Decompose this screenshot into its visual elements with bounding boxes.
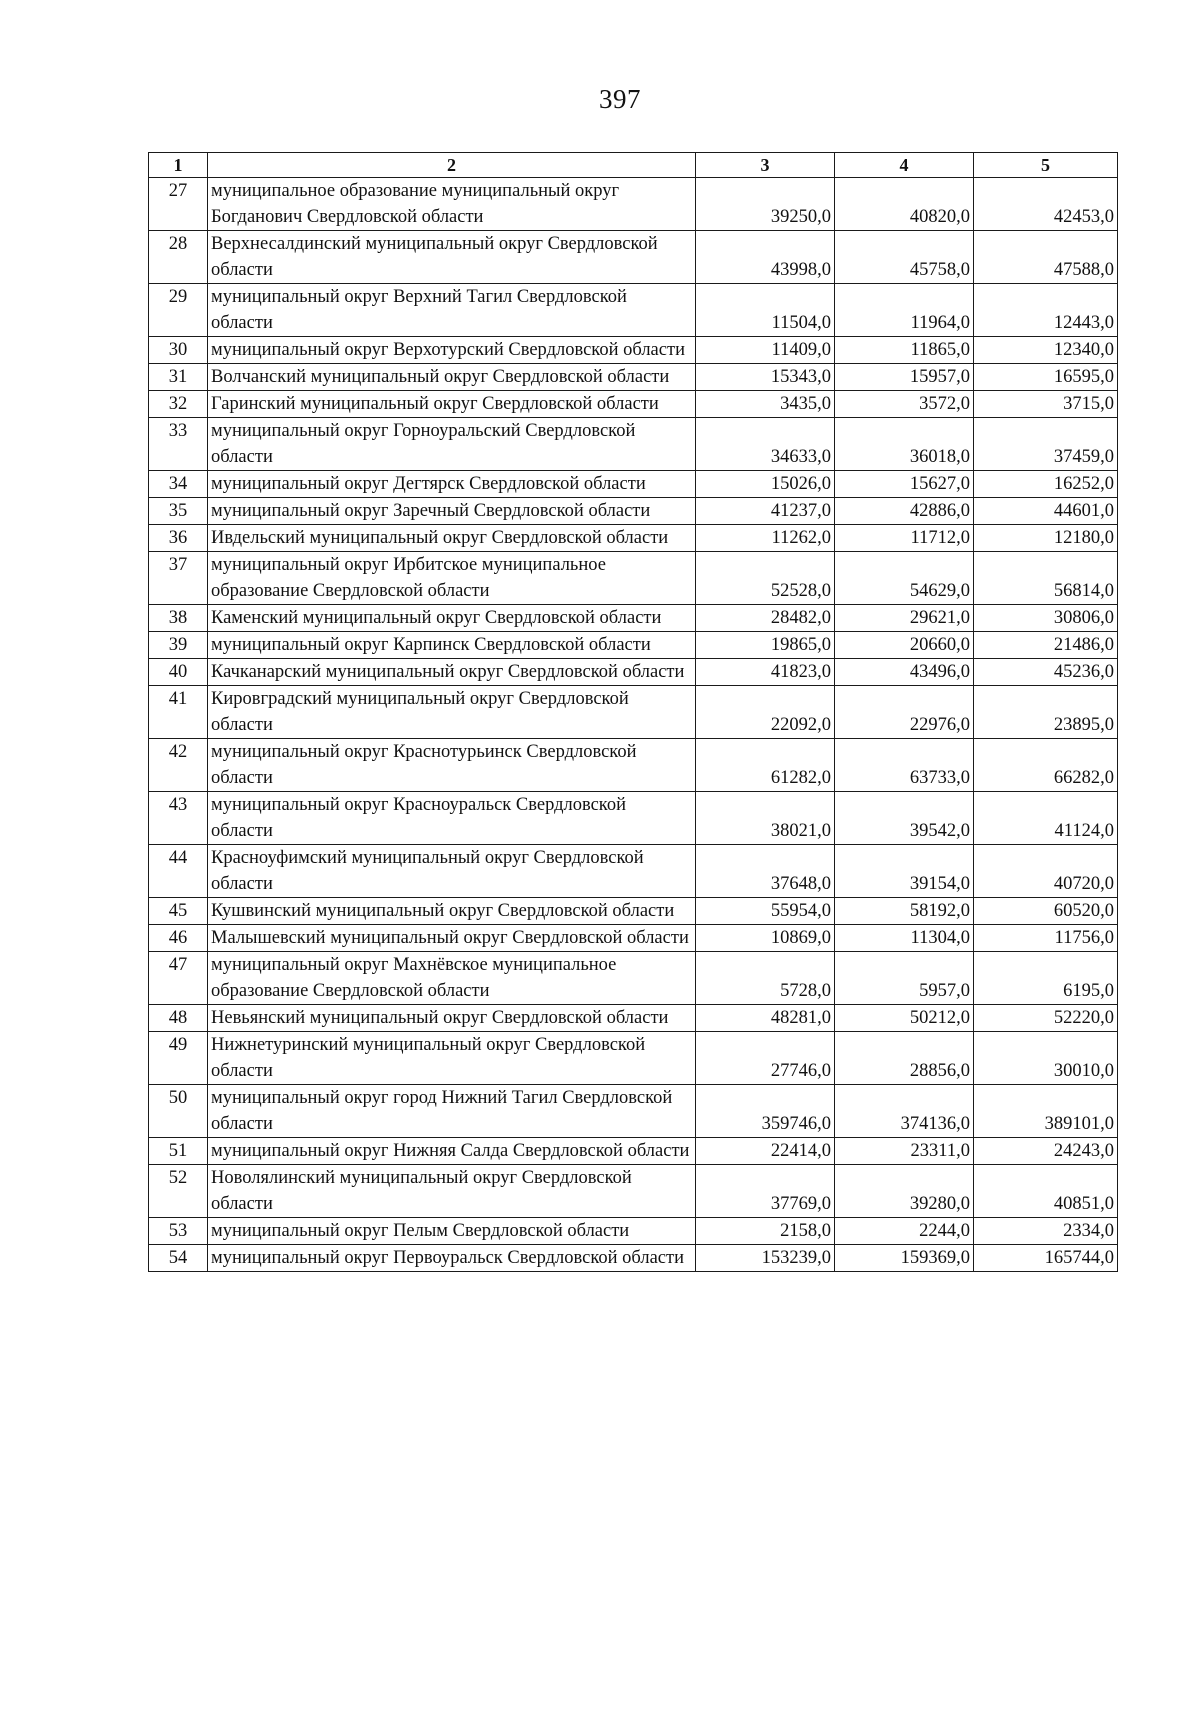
value-col-3: 43998,0: [696, 231, 835, 284]
value-col-5: 2334,0: [974, 1218, 1118, 1245]
value-col-4: 159369,0: [835, 1245, 974, 1272]
value-col-4: 11865,0: [835, 337, 974, 364]
value-col-5: 42453,0: [974, 178, 1118, 231]
municipality-name: Верхнесалдинский муниципальный округ Свердловской области: [208, 231, 696, 284]
value-col-5: 45236,0: [974, 659, 1118, 686]
value-col-5: 12443,0: [974, 284, 1118, 337]
table-row: [149, 552, 1118, 605]
value-col-5: 165744,0: [974, 1245, 1118, 1272]
municipality-name: муниципальный округ Ирбитское муниципальное образование Свердловской области: [208, 552, 696, 605]
row-number: 33: [149, 418, 208, 471]
table-row: [149, 337, 1118, 364]
municipality-name: Новолялинский муниципальный округ Свердловской области: [208, 1165, 696, 1218]
municipality-name: Нижнетуринский муниципальный округ Свердловской области: [208, 1032, 696, 1085]
value-col-5: 47588,0: [974, 231, 1118, 284]
table-row: [149, 1138, 1118, 1165]
value-col-4: 22976,0: [835, 686, 974, 739]
table-row: [149, 739, 1118, 792]
table-row: [149, 792, 1118, 845]
municipality-name: Ивдельский муниципальный округ Свердловской области: [208, 525, 696, 552]
value-col-3: 11262,0: [696, 525, 835, 552]
municipality-name: муниципальный округ Красноуральск Свердловской области: [208, 792, 696, 845]
value-col-3: 359746,0: [696, 1085, 835, 1138]
municipality-name: муниципальный округ город Нижний Тагил Свердловской области: [208, 1085, 696, 1138]
value-col-4: 11304,0: [835, 925, 974, 952]
value-col-3: 55954,0: [696, 898, 835, 925]
value-col-3: 19865,0: [696, 632, 835, 659]
table-row: [149, 898, 1118, 925]
row-number: 39: [149, 632, 208, 659]
column-header: 1: [149, 153, 208, 178]
value-col-5: 11756,0: [974, 925, 1118, 952]
table-row: [149, 178, 1118, 231]
municipality-name: Кировградский муниципальный округ Свердловской области: [208, 686, 696, 739]
value-col-5: 23895,0: [974, 686, 1118, 739]
table-row: [149, 605, 1118, 632]
value-col-4: 374136,0: [835, 1085, 974, 1138]
row-number: 48: [149, 1005, 208, 1032]
row-number: 37: [149, 552, 208, 605]
value-col-5: 44601,0: [974, 498, 1118, 525]
value-col-4: 5957,0: [835, 952, 974, 1005]
value-col-4: 15627,0: [835, 471, 974, 498]
value-col-5: 21486,0: [974, 632, 1118, 659]
value-col-5: 30010,0: [974, 1032, 1118, 1085]
value-col-3: 39250,0: [696, 178, 835, 231]
row-number: 51: [149, 1138, 208, 1165]
value-col-3: 10869,0: [696, 925, 835, 952]
table-row: [149, 1085, 1118, 1138]
table-row: [149, 1032, 1118, 1085]
row-number: 49: [149, 1032, 208, 1085]
column-header: 3: [696, 153, 835, 178]
row-number: 53: [149, 1218, 208, 1245]
table-row: [149, 659, 1118, 686]
value-col-3: 38021,0: [696, 792, 835, 845]
value-col-3: 11409,0: [696, 337, 835, 364]
value-col-3: 28482,0: [696, 605, 835, 632]
table-row: [149, 1165, 1118, 1218]
municipality-name: Волчанский муниципальный округ Свердловской области: [208, 364, 696, 391]
row-number: 40: [149, 659, 208, 686]
value-col-4: 50212,0: [835, 1005, 974, 1032]
value-col-4: 15957,0: [835, 364, 974, 391]
row-number: 42: [149, 739, 208, 792]
value-col-4: 42886,0: [835, 498, 974, 525]
value-col-4: 2244,0: [835, 1218, 974, 1245]
table-row: [149, 1218, 1118, 1245]
value-col-5: 41124,0: [974, 792, 1118, 845]
row-number: 45: [149, 898, 208, 925]
value-col-3: 27746,0: [696, 1032, 835, 1085]
value-col-5: 3715,0: [974, 391, 1118, 418]
value-col-3: 34633,0: [696, 418, 835, 471]
value-col-5: 37459,0: [974, 418, 1118, 471]
table-row: [149, 686, 1118, 739]
value-col-4: 39280,0: [835, 1165, 974, 1218]
row-number: 32: [149, 391, 208, 418]
value-col-3: 22092,0: [696, 686, 835, 739]
row-number: 52: [149, 1165, 208, 1218]
value-col-4: 54629,0: [835, 552, 974, 605]
row-number: 34: [149, 471, 208, 498]
municipality-name: муниципальный округ Верхотурский Свердловской области: [208, 337, 696, 364]
municipality-name: муниципальный округ Махнёвское муниципальное образование Свердловской области: [208, 952, 696, 1005]
table-row: [149, 845, 1118, 898]
value-col-4: 11964,0: [835, 284, 974, 337]
value-col-5: 389101,0: [974, 1085, 1118, 1138]
value-col-3: 2158,0: [696, 1218, 835, 1245]
value-col-4: 20660,0: [835, 632, 974, 659]
row-number: 50: [149, 1085, 208, 1138]
municipality-name: Гаринский муниципальный округ Свердловской области: [208, 391, 696, 418]
value-col-5: 6195,0: [974, 952, 1118, 1005]
value-col-4: 43496,0: [835, 659, 974, 686]
table-body: [149, 153, 1118, 1272]
value-col-4: 29621,0: [835, 605, 974, 632]
value-col-5: 66282,0: [974, 739, 1118, 792]
table-row: [149, 391, 1118, 418]
row-number: 27: [149, 178, 208, 231]
value-col-5: 56814,0: [974, 552, 1118, 605]
municipality-name: Качканарский муниципальный округ Свердловской области: [208, 659, 696, 686]
value-col-4: 63733,0: [835, 739, 974, 792]
value-col-4: 3572,0: [835, 391, 974, 418]
municipality-name: муниципальный округ Нижняя Салда Свердловской области: [208, 1138, 696, 1165]
row-number: 54: [149, 1245, 208, 1272]
municipality-name: Невьянский муниципальный округ Свердловской области: [208, 1005, 696, 1032]
value-col-5: 30806,0: [974, 605, 1118, 632]
municipality-name: муниципальный округ Горноуральский Свердловской области: [208, 418, 696, 471]
table-row: [149, 498, 1118, 525]
municipality-name: муниципальное образование муниципальный округ Богданович Свердловской области: [208, 178, 696, 231]
table-row: [149, 418, 1118, 471]
value-col-5: 12340,0: [974, 337, 1118, 364]
value-col-3: 153239,0: [696, 1245, 835, 1272]
municipality-name: Кушвинский муниципальный округ Свердловской области: [208, 898, 696, 925]
table-row: [149, 364, 1118, 391]
row-number: 43: [149, 792, 208, 845]
data-table: [148, 152, 1118, 1272]
value-col-5: 60520,0: [974, 898, 1118, 925]
municipality-name: муниципальный округ Пелым Свердловской области: [208, 1218, 696, 1245]
value-col-4: 28856,0: [835, 1032, 974, 1085]
value-col-4: 40820,0: [835, 178, 974, 231]
table-row: [149, 525, 1118, 552]
value-col-3: 15026,0: [696, 471, 835, 498]
value-col-5: 12180,0: [974, 525, 1118, 552]
value-col-4: 11712,0: [835, 525, 974, 552]
column-header: 5: [974, 153, 1118, 178]
column-header: 4: [835, 153, 974, 178]
value-col-3: 37648,0: [696, 845, 835, 898]
municipality-name: муниципальный округ Карпинск Свердловской области: [208, 632, 696, 659]
row-number: 30: [149, 337, 208, 364]
table-row: [149, 925, 1118, 952]
row-number: 28: [149, 231, 208, 284]
value-col-3: 48281,0: [696, 1005, 835, 1032]
value-col-3: 61282,0: [696, 739, 835, 792]
value-col-3: 11504,0: [696, 284, 835, 337]
municipality-name: муниципальный округ Первоуральск Свердловской области: [208, 1245, 696, 1272]
value-col-4: 58192,0: [835, 898, 974, 925]
value-col-3: 3435,0: [696, 391, 835, 418]
municipality-name: муниципальный округ Заречный Свердловской области: [208, 498, 696, 525]
table-row: [149, 471, 1118, 498]
table-row: [149, 952, 1118, 1005]
table-row: [149, 1245, 1118, 1272]
value-col-3: 52528,0: [696, 552, 835, 605]
value-col-5: 24243,0: [974, 1138, 1118, 1165]
municipality-name: муниципальный округ Дегтярск Свердловской области: [208, 471, 696, 498]
table-row: [149, 1005, 1118, 1032]
table-header-row: [149, 153, 1118, 178]
value-col-3: 22414,0: [696, 1138, 835, 1165]
row-number: 31: [149, 364, 208, 391]
value-col-3: 41237,0: [696, 498, 835, 525]
row-number: 35: [149, 498, 208, 525]
value-col-5: 16595,0: [974, 364, 1118, 391]
value-col-5: 40720,0: [974, 845, 1118, 898]
value-col-3: 15343,0: [696, 364, 835, 391]
value-col-4: 45758,0: [835, 231, 974, 284]
value-col-3: 41823,0: [696, 659, 835, 686]
value-col-5: 16252,0: [974, 471, 1118, 498]
page-number: 397: [599, 84, 641, 114]
municipality-name: Каменский муниципальный округ Свердловской области: [208, 605, 696, 632]
row-number: 47: [149, 952, 208, 1005]
column-header: 2: [208, 153, 696, 178]
municipality-name: муниципальный округ Краснотурьинск Свердловской области: [208, 739, 696, 792]
value-col-3: 37769,0: [696, 1165, 835, 1218]
value-col-4: 23311,0: [835, 1138, 974, 1165]
table-row: [149, 632, 1118, 659]
row-number: 36: [149, 525, 208, 552]
row-number: 44: [149, 845, 208, 898]
row-number: 46: [149, 925, 208, 952]
table-row: [149, 231, 1118, 284]
value-col-5: 52220,0: [974, 1005, 1118, 1032]
value-col-5: 40851,0: [974, 1165, 1118, 1218]
row-number: 29: [149, 284, 208, 337]
value-col-4: 36018,0: [835, 418, 974, 471]
row-number: 38: [149, 605, 208, 632]
value-col-4: 39154,0: [835, 845, 974, 898]
value-col-4: 39542,0: [835, 792, 974, 845]
municipality-name: Красноуфимский муниципальный округ Свердловской области: [208, 845, 696, 898]
table-row: [149, 284, 1118, 337]
row-number: 41: [149, 686, 208, 739]
value-col-3: 5728,0: [696, 952, 835, 1005]
municipality-name: Малышевский муниципальный округ Свердловской области: [208, 925, 696, 952]
municipality-name: муниципальный округ Верхний Тагил Свердловской области: [208, 284, 696, 337]
